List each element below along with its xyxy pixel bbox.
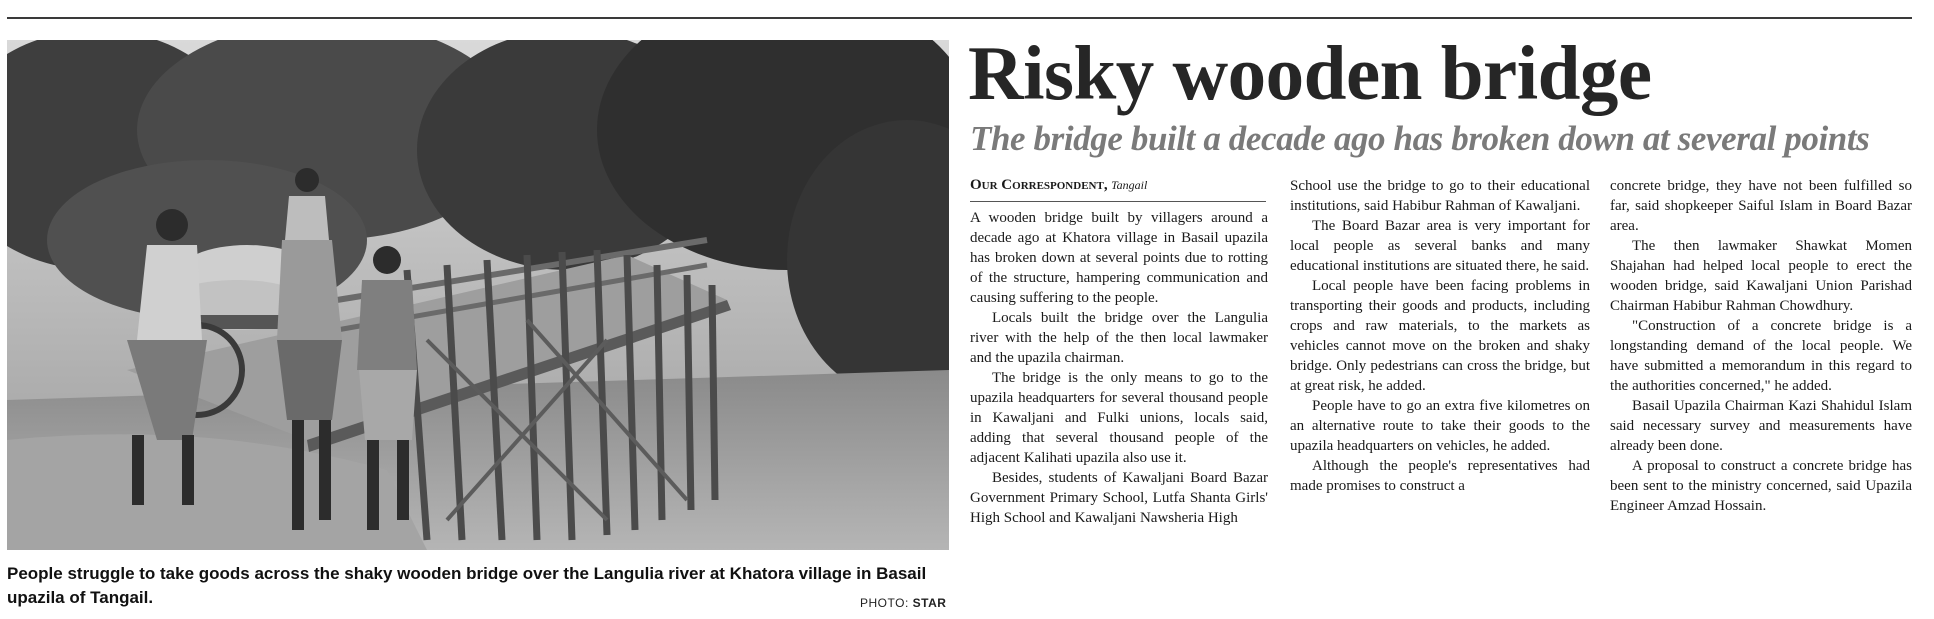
paragraph: A wooden bridge built by villagers around a decade ago at Khatora village in Basail upazila has broken down at several points due to rotting of the structure, hampering communication and causing suffering to the people. bbox=[970, 210, 1268, 306]
paragraph: Locals built the bridge over the Langulia river with the help of the then local lawmaker and the upazila chairman. bbox=[970, 310, 1268, 366]
article-column-1 bbox=[970, 208, 1268, 618]
photo-caption: People struggle to take goods across the shaky wooden bridge over the Langulia river at Khatora village in Basail upazila of Tangail. bbox=[7, 564, 927, 607]
paragraph: School use the bridge to go to their educational institutions, said Habibur Rahman of Kawaljani. bbox=[1290, 178, 1590, 214]
byline bbox=[970, 176, 1266, 195]
paragraph: People have to go an extra five kilometres on an alternative route to take their goods to the upazila headquarters on vehicles, he added. bbox=[1290, 398, 1590, 454]
headline: Risky wooden bridge bbox=[968, 30, 1652, 116]
paragraph: "Construction of a concrete bridge is a longstanding demand of the local people. We have submitted a memorandum in this regard to the authorities concerned," he added. bbox=[1610, 318, 1912, 394]
paragraph: The bridge is the only means to go to the upazila headquarters for several thousand people in Kawaljani and Fulki unions, locals said, adding that several thousand people of the adjacent Kalihati upazila also use it. bbox=[970, 370, 1268, 466]
article-column-2 bbox=[1290, 176, 1590, 619]
photo-credit bbox=[860, 596, 946, 610]
byline-place: Tangail bbox=[1111, 178, 1148, 192]
paragraph: Basail Upazila Chairman Kazi Shahidul Islam said necessary survey and measurements have already been done. bbox=[1610, 398, 1912, 454]
bridge-photo-illustration bbox=[7, 40, 949, 550]
paragraph: The Board Bazar area is very important for local people as several banks and many educational institutions are situated there, he said. bbox=[1290, 218, 1590, 274]
paragraph: concrete bridge, they have not been fulfilled so far, said shopkeeper Saiful Islam in Board Bazar area. bbox=[1610, 178, 1912, 234]
paragraph: The then lawmaker Shawkat Momen Shajahan had helped local people to erect the wooden bridge, said Kawaljani Union Parishad Chairman Habibur Rahman Chowdhury. bbox=[1610, 238, 1912, 314]
byline-name: Our Correspondent, bbox=[970, 177, 1108, 193]
paragraph: Although the people's representatives had made promises to construct a bbox=[1290, 458, 1590, 494]
news-photo bbox=[7, 40, 949, 550]
byline-rule bbox=[970, 201, 1266, 202]
top-rule bbox=[7, 17, 1912, 19]
photo-credit-label: PHOTO: bbox=[860, 596, 909, 610]
paragraph: A proposal to construct a concrete bridge has been sent to the ministry concerned, said Upazila Engineer Amzad Hossain. bbox=[1610, 458, 1912, 514]
photo-credit-name: STAR bbox=[912, 596, 947, 610]
paragraph: Besides, students of Kawaljani Board Bazar Government Primary School, Lutfa Shanta Girls' High School and Kawaljani Nawsheria High bbox=[970, 470, 1268, 526]
subheadline: The bridge built a decade ago has broken down at several points bbox=[970, 119, 1870, 158]
article-column-3 bbox=[1610, 176, 1912, 619]
paragraph: Local people have been facing problems in transporting their goods and products, including crops and raw materials, to the markets as vehicles cannot move on the broken and shaky bridge. Only pedestrians can cross the bridge, but at great risk, he added. bbox=[1290, 278, 1590, 394]
